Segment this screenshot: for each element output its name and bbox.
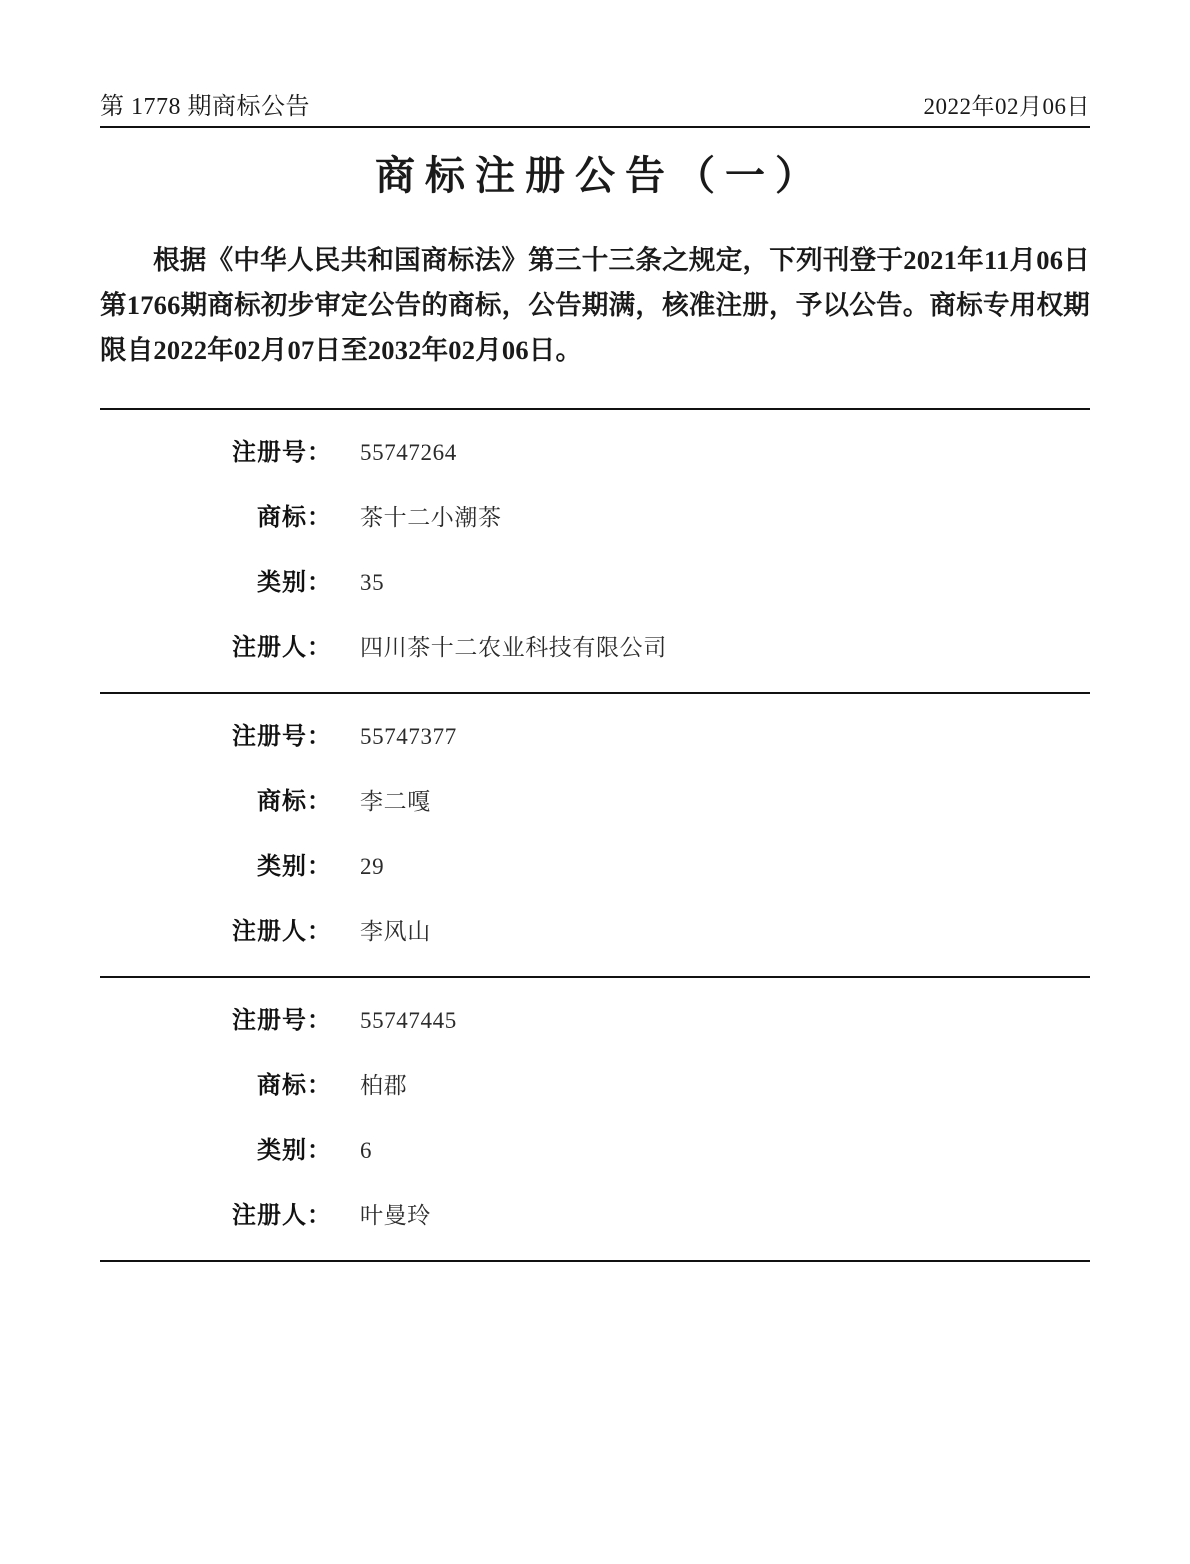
field-label: 注册人： xyxy=(232,1203,332,1229)
entry-divider xyxy=(100,1260,1090,1262)
field-value: 李风山 xyxy=(360,919,431,944)
field-registration-number xyxy=(100,1000,1090,1035)
field-trademark xyxy=(100,1065,1090,1100)
field-trademark xyxy=(100,781,1090,816)
field-value: 6 xyxy=(360,1138,373,1163)
field-label: 类别： xyxy=(257,854,332,880)
field-registrant xyxy=(100,627,1090,662)
entry-list xyxy=(100,408,1090,1262)
field-value: 35 xyxy=(360,570,385,595)
field-label: 注册人： xyxy=(232,635,332,661)
header-divider xyxy=(100,126,1090,128)
page-title: 商标注册公告（一） xyxy=(375,153,825,198)
field-value: 55747264 xyxy=(360,440,457,465)
field-value: 55747445 xyxy=(360,1008,457,1033)
field-registration-number xyxy=(100,432,1090,467)
field-value: 四川茶十二农业科技有限公司 xyxy=(360,635,667,660)
field-value: 55747377 xyxy=(360,724,457,749)
field-registrant xyxy=(100,1195,1090,1230)
field-label: 注册号： xyxy=(232,440,332,466)
field-value: 茶十二小潮茶 xyxy=(360,505,502,530)
field-trademark xyxy=(100,497,1090,532)
field-label: 商标： xyxy=(257,505,332,531)
field-label: 商标： xyxy=(257,789,332,815)
field-value: 柏郡 xyxy=(360,1073,408,1098)
issue-label: 第 1778 期商标公告 xyxy=(100,94,310,120)
list-item xyxy=(100,978,1090,1260)
intro-paragraph: 根据《中华人民共和国商标法》第三十三条之规定，下列刊登于2021年11月06日第1766期商标初步审定公告的商标，公告期满，核准注册，予以公告。商标专用权期限自2022年02月07日至2032年02月06日。 xyxy=(100,245,1090,365)
field-value: 李二嘎 xyxy=(360,789,431,814)
field-registration-number xyxy=(100,716,1090,751)
field-value: 叶曼玲 xyxy=(360,1203,431,1228)
field-category xyxy=(100,1130,1090,1165)
field-label: 商标： xyxy=(257,1073,332,1099)
field-label: 类别： xyxy=(257,1138,332,1164)
field-category xyxy=(100,846,1090,881)
field-category xyxy=(100,562,1090,597)
list-item xyxy=(100,410,1090,692)
field-label: 注册人： xyxy=(232,919,332,945)
field-label: 注册号： xyxy=(232,1008,332,1034)
field-label: 类别： xyxy=(257,570,332,596)
running-head xyxy=(100,86,1090,121)
field-label: 注册号： xyxy=(232,724,332,750)
list-item xyxy=(100,694,1090,976)
field-value: 29 xyxy=(360,854,385,879)
field-registrant xyxy=(100,911,1090,946)
publication-date: 2022年02月06日 xyxy=(923,94,1090,119)
